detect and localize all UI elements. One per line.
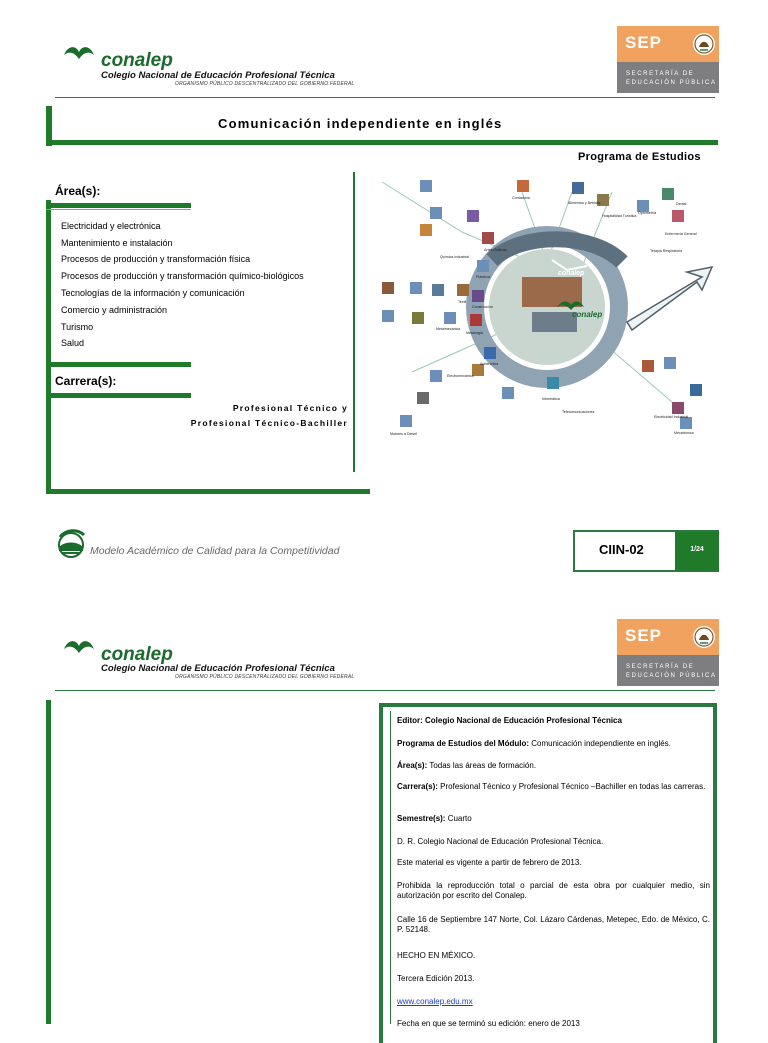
collage-label: Telecomunicaciones bbox=[562, 410, 595, 414]
programa-label: Programa de Estudios del Módulo: bbox=[397, 739, 530, 748]
mexico-seal-icon bbox=[692, 623, 716, 651]
collage-label: Enfermería General bbox=[665, 232, 697, 236]
copyright-line: D. R. Colegio Nacional de Educación Profesional Técnica. bbox=[397, 837, 604, 846]
collage-label: Electricidad Industrial bbox=[654, 415, 689, 419]
sep-acronym: SEP bbox=[625, 626, 663, 645]
vigente-line: Este material es vigente a partir de febrero de 2013. bbox=[397, 858, 582, 867]
area-label: Área(s): bbox=[397, 761, 428, 770]
title-bottom-bar bbox=[46, 140, 718, 145]
editor-value: Colegio Nacional de Educación Profesional Técnica bbox=[425, 716, 622, 725]
programa-value: Comunicación independiente en inglés. bbox=[531, 739, 671, 748]
semestre-label: Semestre(s): bbox=[397, 814, 446, 823]
area-line bbox=[397, 761, 710, 771]
web-link-line bbox=[397, 997, 710, 1007]
collage-logo-top: conalep bbox=[558, 270, 585, 277]
credits-inner-line bbox=[390, 711, 391, 1024]
areas-thin-line bbox=[46, 209, 191, 210]
direccion-line: Calle 16 de Septiembre 147 Norte, Col. Lázaro Cárdenas, Metepec, Edo. de México, C. P. 52148. bbox=[397, 915, 710, 934]
semestre-value: Cuarto bbox=[447, 814, 472, 823]
programa-line bbox=[397, 739, 710, 749]
collage-label: Construcción bbox=[472, 305, 493, 309]
prohibida-line: Prohibida la reproducción total o parcial de esta obra por cualquier medio, sin autorización por escrito del Conalep. bbox=[397, 881, 710, 900]
collage-label: Autotrónica bbox=[480, 362, 499, 366]
carreras-underline bbox=[46, 393, 191, 398]
conalep-subtitle2: ORGANISMO PÚBLICO DESCENTRALIZADO DEL GOBIERNO FEDERAL bbox=[175, 81, 355, 87]
page-number: 1/24 bbox=[690, 546, 704, 553]
left-frame-bar bbox=[46, 200, 51, 494]
area-item: Mantenimiento e instalación bbox=[61, 238, 173, 248]
sep-line1: SECRETARÍA DE bbox=[626, 71, 695, 77]
collage-logo-center: conalep bbox=[572, 310, 603, 319]
carrera-value: Profesional Técnico y Profesional Técnico –Bachiller en todas las carreras. bbox=[440, 782, 706, 791]
fecha-line: Fecha en que se terminó su edición: enero de 2013 bbox=[397, 1019, 580, 1028]
carreras-line2: Profesional Técnico-Bachiller bbox=[190, 418, 348, 428]
program-label: Programa de Estudios bbox=[578, 151, 701, 163]
areas-label: Área(s): bbox=[55, 184, 101, 198]
module-code-box bbox=[573, 530, 719, 572]
collage-label: Alimentos y Bebidas bbox=[568, 201, 601, 205]
collage-label: Dental bbox=[676, 202, 687, 206]
collage-label: Mecatrónica bbox=[674, 431, 694, 435]
header-rule bbox=[55, 97, 715, 98]
sep-line2: EDUCACIÓN PÚBLICA bbox=[626, 673, 717, 679]
areas-end-bar bbox=[46, 362, 191, 367]
area-item: Salud bbox=[61, 338, 85, 348]
mexico-seal-icon bbox=[692, 30, 716, 58]
collage-label: Contaduría bbox=[512, 196, 530, 200]
collage-label: Terapia Respiratoria bbox=[650, 249, 683, 253]
area-value: Todas las áreas de formación. bbox=[429, 761, 537, 770]
sep-line2: EDUCACIÓN PÚBLICA bbox=[626, 80, 717, 86]
collage-label: Hospitalidad Turística bbox=[602, 214, 637, 218]
careers-collage-illustration bbox=[372, 172, 722, 442]
area-item: Procesos de producción y transformación física bbox=[61, 254, 251, 264]
credits-box bbox=[379, 703, 717, 1043]
editor-line bbox=[397, 716, 710, 726]
carrera-line bbox=[397, 782, 710, 792]
modelo-academico-text: Modelo Académico de Calidad para la Competitividad bbox=[90, 545, 340, 557]
hecho-line: HECHO EN MÉXICO. bbox=[397, 951, 476, 960]
module-code: CIIN-02 bbox=[599, 542, 644, 557]
carreras-label: Carrera(s): bbox=[55, 374, 117, 388]
editor-label: Editor: bbox=[397, 716, 423, 725]
bottom-frame-bar bbox=[46, 489, 370, 494]
sep-acronym: SEP bbox=[625, 33, 663, 52]
area-item: Comercio y administración bbox=[61, 305, 168, 315]
collage-label: Química Industrial bbox=[440, 255, 469, 259]
sep-logo bbox=[617, 26, 719, 93]
collage-label: Textil bbox=[458, 300, 467, 304]
collage-label: Plásticos bbox=[476, 275, 491, 279]
collage-label: Metalmecánica bbox=[436, 327, 461, 331]
header-rule-page2 bbox=[55, 690, 715, 691]
page2-left-bar bbox=[46, 700, 51, 1024]
area-item: Tecnologías de la información y comunicación bbox=[61, 288, 245, 298]
page-title: Comunicación independiente en inglés bbox=[218, 116, 503, 131]
carrera-label: Carrera(s): bbox=[397, 782, 438, 791]
conalep-subtitle: Colegio Nacional de Educación Profesional Técnica bbox=[101, 663, 335, 674]
conalep-mark-icon bbox=[62, 637, 96, 659]
area-item: Turismo bbox=[61, 322, 94, 332]
conalep-web-link[interactable]: www.conalep.edu.mx bbox=[397, 997, 473, 1006]
area-item: Procesos de producción y transformación químico-biológicos bbox=[61, 271, 304, 281]
right-frame-line bbox=[353, 172, 355, 472]
areas-underline bbox=[46, 203, 191, 208]
area-item: Electricidad y electrónica bbox=[61, 221, 161, 231]
conalep-mark-icon bbox=[62, 43, 96, 65]
conalep-wordmark: conalep bbox=[101, 50, 173, 71]
collage-label: Metalurgia bbox=[466, 331, 483, 335]
conalep-wordmark: conalep bbox=[101, 644, 173, 665]
sep-line1: SECRETARÍA DE bbox=[626, 664, 695, 670]
collage-label: Optometría bbox=[638, 211, 656, 215]
sep-logo-page2 bbox=[617, 619, 719, 686]
conalep-subtitle2: ORGANISMO PÚBLICO DESCENTRALIZADO DEL GOBIERNO FEDERAL bbox=[175, 674, 355, 680]
semestre-line bbox=[397, 814, 710, 824]
edicion-line: Tercera Edición 2013. bbox=[397, 974, 475, 983]
conalep-subtitle: Colegio Nacional de Educación Profesional Técnica bbox=[101, 70, 335, 81]
carreras-line1: Profesional Técnico y bbox=[232, 403, 348, 413]
collage-label: Artes Gráficas bbox=[484, 248, 507, 252]
modelo-academico-icon bbox=[52, 527, 90, 559]
collage-label: Electromecánica bbox=[447, 374, 474, 378]
collage-label: Motores a Diesel bbox=[390, 432, 417, 436]
collage-label: Informática bbox=[542, 397, 560, 401]
